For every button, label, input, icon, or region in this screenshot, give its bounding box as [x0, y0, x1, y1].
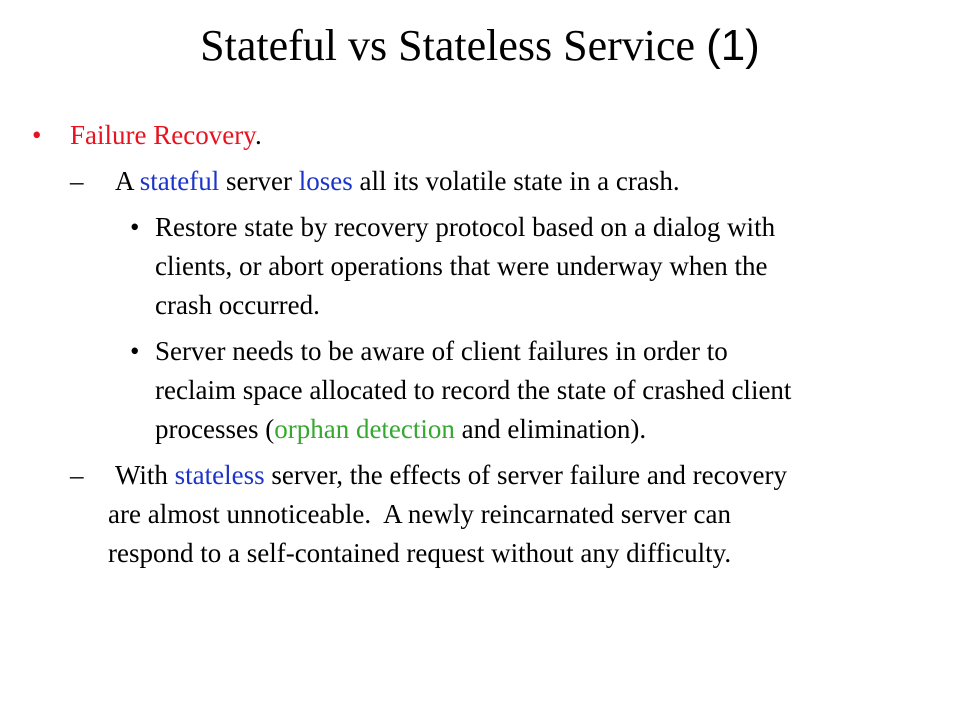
bullet-marker: • [130, 212, 140, 242]
failure-recovery-heading: Failure Recovery [70, 120, 255, 150]
keyword-loses: loses [298, 166, 353, 196]
bullet-client-failures-line1: Server needs to be aware of client failures in order to [155, 336, 728, 366]
keyword-stateless: stateless [174, 460, 265, 490]
bullet-client-failures-line3 [155, 412, 646, 446]
text-segment: server, the effects of server failure and recovery [264, 460, 788, 490]
bullet-failure-recovery [70, 118, 262, 152]
keyword-stateful: stateful [139, 166, 220, 196]
bullet-marker: • [32, 120, 42, 150]
bullet-restore-state-line2: clients, or abort operations that were underway when the [155, 251, 768, 281]
text-segment: With [115, 460, 175, 490]
failure-recovery-period: . [254, 120, 262, 150]
bullet-client-failures-line2: reclaim space allocated to record the state of crashed client [155, 375, 792, 405]
text-segment: processes ( [155, 414, 275, 444]
keyword-orphan-detection: orphan detection [274, 414, 455, 444]
text-segment: server [219, 166, 299, 196]
dash-marker: – [70, 166, 84, 196]
bullet-stateful-server [115, 164, 680, 198]
text-segment: and elimination). [454, 414, 647, 444]
text-segment: all its volatile state in a crash. [352, 166, 680, 196]
slide-title-suffix: (1) [706, 21, 760, 70]
slide-title [0, 18, 960, 74]
text-segment: A [115, 166, 140, 196]
bullet-stateless-line1 [115, 458, 787, 492]
bullet-marker: • [130, 336, 140, 366]
dash-marker: – [70, 460, 84, 490]
bullet-stateless-line2: are almost unnoticeable. A newly reincarnated server can [108, 499, 731, 529]
slide-title-text: Stateful vs Stateless Service [200, 21, 696, 70]
bullet-restore-state-line1: Restore state by recovery protocol based on a dialog with [155, 212, 776, 242]
bullet-restore-state-line3: crash occurred. [155, 290, 320, 320]
bullet-stateless-line3: respond to a self-contained request without any difficulty. [108, 538, 732, 568]
